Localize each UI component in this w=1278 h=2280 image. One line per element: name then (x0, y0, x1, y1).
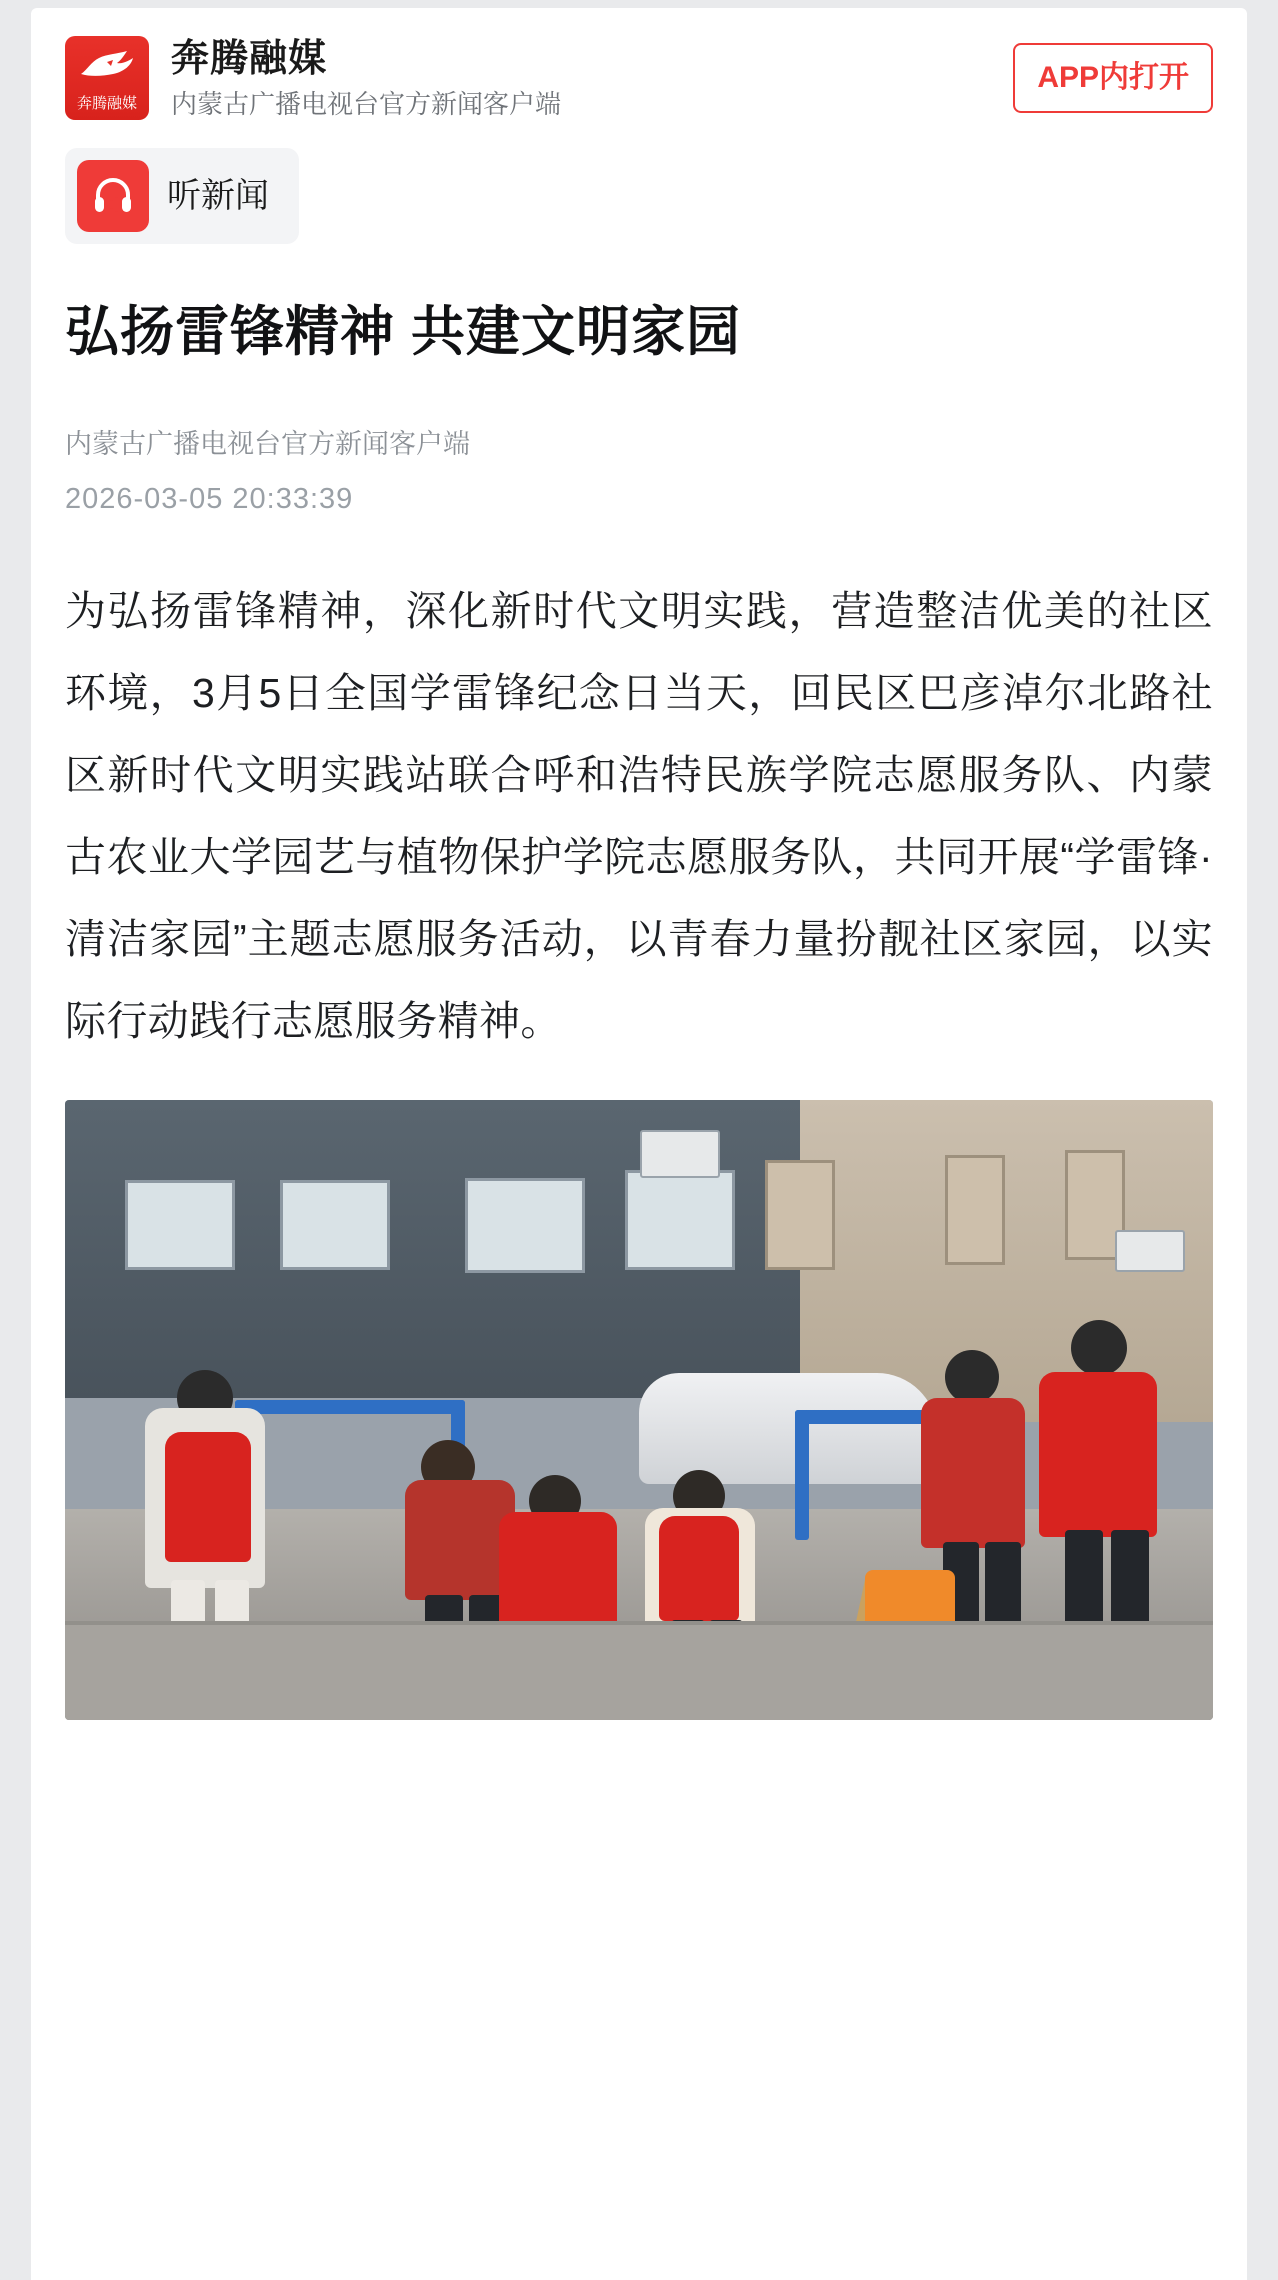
photo-window (945, 1155, 1005, 1265)
listen-news-label: 听新闻 (167, 177, 269, 215)
photo-window (125, 1180, 235, 1270)
article-source: 内蒙古广播电视台官方新闻客户端 (65, 429, 470, 459)
article-paragraph: 为弘扬雷锋精神，深化新时代文明实践，营造整洁优美的社区环境，3月5日全国学雷锋纪念日当天，回民区巴彦淖尔北路社区新时代文明实践站联合呼和浩特民族学院志愿服务队、内蒙古农业大学园艺与植物保护学院志愿服务队，共同开展“学雷锋·清洁家园”主题志愿服务活动，以青春力量扮靓社区家园，以实际行动践行志愿服务精神。 (65, 588, 1213, 1044)
brand-title: 奔腾融媒 (171, 38, 328, 80)
article-sheet (31, 8, 1247, 2280)
page-title: 弘扬雷锋精神 共建文明家园 (65, 302, 742, 362)
photo-sidewalk (65, 1621, 1213, 1720)
photo-ac-unit (1115, 1230, 1185, 1272)
photo-window (280, 1180, 390, 1270)
listen-news-wrap (31, 138, 1247, 244)
article-timestamp: 2026-03-05 20:33:39 (65, 483, 354, 515)
photo-window (625, 1170, 735, 1270)
brand-subtitle: 内蒙古广播电视台官方新闻客户端 (171, 89, 562, 119)
photo-ac-unit (640, 1130, 720, 1178)
headphones-icon (77, 160, 149, 232)
photo-railing (795, 1410, 809, 1540)
photo-window (465, 1178, 585, 1273)
photo-window (765, 1160, 835, 1270)
article-body (31, 296, 1247, 1062)
horse-logo-icon (65, 36, 149, 120)
open-in-app-button[interactable]: APP内打开 (1013, 43, 1213, 113)
brand-block (171, 36, 1013, 120)
site-header (31, 8, 1247, 138)
article-photo (65, 1100, 1213, 1720)
listen-news-button[interactable] (65, 148, 299, 244)
logo-text: 奔腾融媒 (76, 95, 137, 112)
